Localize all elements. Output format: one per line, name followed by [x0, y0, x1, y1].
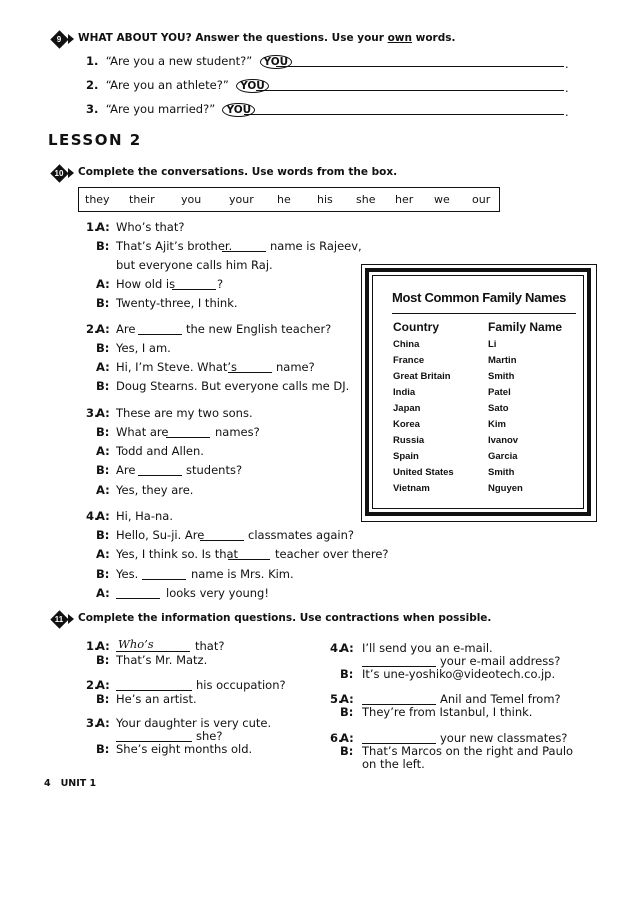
country-cell: Spain — [393, 451, 419, 462]
blank[interactable] — [138, 334, 182, 335]
name-cell: Martin — [488, 355, 517, 366]
speaker-label: B: — [96, 296, 110, 310]
blank[interactable] — [166, 437, 210, 438]
page-number: 4 — [44, 778, 51, 789]
q4-number: 4. — [330, 641, 343, 655]
exercise-10-arrow-icon — [68, 168, 74, 178]
convo-line: Are — [116, 322, 136, 336]
speaker-label: A: — [96, 509, 110, 523]
country-cell: France — [393, 355, 425, 366]
convo-line: looks very young! — [166, 586, 269, 600]
speaker-label: B: — [96, 379, 110, 393]
convo-line: name? — [276, 360, 315, 374]
circled-you: YOU — [222, 103, 255, 117]
convo-line: name is Rajeev, — [270, 239, 362, 253]
speaker-label: A: — [96, 322, 110, 336]
word: your — [229, 193, 254, 206]
convo-line: Yes. — [116, 567, 139, 581]
convo-line: Yes, they are. — [116, 483, 194, 497]
country-cell: Vietnam — [393, 483, 430, 494]
speaker-label: A: — [96, 586, 110, 600]
name-cell: Garcia — [488, 451, 518, 462]
blank[interactable] — [138, 475, 182, 476]
word: he — [277, 193, 291, 206]
question-line: she? — [196, 729, 223, 743]
convo-line: Yes, I am. — [116, 341, 171, 355]
country-cell: Russia — [393, 435, 425, 446]
speaker-label: B: — [96, 692, 110, 706]
name-cell: Ivanov — [488, 435, 519, 446]
handwritten-answer: Who’s — [118, 637, 154, 651]
exercise-11-arrow-icon — [68, 614, 74, 624]
country-cell: China — [393, 339, 420, 350]
answer-line: They’re from Istanbul, I think. — [362, 705, 533, 719]
q1-number: 1. — [86, 639, 99, 653]
question-line: your new classmates? — [440, 731, 568, 745]
convo-line: How old is — [116, 277, 176, 291]
speaker-label: A: — [96, 639, 110, 653]
speaker-label: B: — [340, 667, 354, 681]
lesson-title: LESSON 2 — [48, 131, 142, 149]
question-line: that? — [195, 639, 225, 653]
speaker-label: B: — [96, 653, 110, 667]
ex9-item-1: 1. “Are you a new student?” YOU — [86, 54, 292, 69]
convo-line: Todd and Allen. — [116, 444, 204, 458]
ex9-item-3: 3. “Are you married?” YOU — [86, 102, 255, 117]
speaker-label: B: — [96, 528, 110, 542]
exercise-10-badge: 10 — [50, 164, 68, 182]
blank[interactable] — [228, 559, 270, 560]
convo-line: Are — [116, 463, 136, 477]
blank[interactable] — [116, 651, 190, 652]
answer-line: He’s an artist. — [116, 692, 197, 706]
q5-number: 5. — [330, 692, 343, 706]
word: his — [317, 193, 333, 206]
name-cell: Smith — [488, 371, 515, 382]
answer-line: That’s Marcos on the right and Paulo — [362, 744, 574, 758]
period: . — [565, 57, 569, 71]
speaker-label: A: — [96, 220, 110, 234]
convo-line: Hi, I’m Steve. What’s — [116, 360, 237, 374]
convo-line: teacher over there? — [275, 547, 389, 561]
speaker-label: B: — [340, 744, 354, 758]
column-header-family-name: Family Name — [488, 320, 563, 334]
page-footer — [44, 778, 96, 789]
answer-line: on the left. — [362, 757, 425, 771]
convo-line: Hi, Ha-na. — [116, 509, 173, 523]
blank[interactable] — [116, 598, 160, 599]
speaker-label: B: — [340, 705, 354, 719]
answer-line: She’s eight months old. — [116, 742, 253, 756]
convo-line: but everyone calls him Raj. — [116, 258, 273, 272]
speaker-label: A: — [96, 444, 110, 458]
convo-line: name is Mrs. Kim. — [191, 567, 294, 581]
speaker-label: A: — [340, 731, 354, 745]
circled-you: YOU — [236, 79, 269, 93]
blank[interactable] — [142, 579, 186, 580]
blank[interactable] — [172, 289, 216, 290]
word: we — [434, 193, 450, 206]
convo-line: classmates again? — [248, 528, 355, 542]
speaker-label: A: — [96, 277, 110, 291]
convo-line: ? — [217, 277, 224, 291]
speaker-label: A: — [96, 716, 110, 730]
convo-line: Who’s that? — [116, 220, 185, 234]
answer-line[interactable] — [276, 66, 564, 67]
speaker-label: B: — [96, 567, 110, 581]
q2-number: 2. — [86, 678, 99, 692]
convo-line: the new English teacher? — [186, 322, 332, 336]
country-cell: Great Britain — [393, 371, 451, 382]
name-cell: Smith — [488, 467, 515, 478]
convo-line: What are — [116, 425, 169, 439]
question-line: Your daughter is very cute. — [116, 716, 272, 730]
convo-line: That’s Ajit’s brother. — [116, 239, 233, 253]
speaker-label: A: — [96, 547, 110, 561]
blank[interactable] — [116, 690, 192, 691]
word: our — [472, 193, 491, 206]
speaker-label: B: — [96, 239, 110, 253]
answer-line: It’s une-yoshiko@videotech.co.jp. — [362, 667, 556, 681]
name-cell: Patel — [488, 387, 511, 398]
convo-4-number: 4. — [86, 509, 99, 523]
exercise-11-badge: 11 — [50, 610, 68, 628]
name-cell: Sato — [488, 403, 509, 414]
question-line: his occupation? — [196, 678, 286, 692]
name-cell: Nguyen — [488, 483, 523, 494]
q6-number: 6. — [330, 731, 343, 745]
ex9-item-2: 2. “Are you an athlete?” YOU — [86, 78, 269, 93]
speaker-label: A: — [340, 692, 354, 706]
convo-1-number: 1. — [86, 220, 99, 234]
family-box-divider — [392, 313, 576, 314]
exercise-9-badge: 9 — [50, 30, 68, 48]
q3-number: 3. — [86, 716, 99, 730]
word: you — [181, 193, 202, 206]
convo-line: These are my two sons. — [116, 406, 253, 420]
exercise-9-instruction: WHAT ABOUT YOU? Answer the questions. Use your own words. — [78, 32, 456, 44]
name-cell: Li — [488, 339, 497, 350]
convo-line: Yes, I think so. Is that — [116, 547, 239, 561]
answer-line[interactable] — [244, 114, 564, 115]
country-cell: United States — [393, 467, 454, 478]
convo-line: names? — [215, 425, 260, 439]
convo-line: Doug Stearns. But everyone calls me DJ. — [116, 379, 350, 393]
speaker-label: A: — [96, 406, 110, 420]
country-cell: India — [393, 387, 416, 398]
convo-line: Hello, Su-ji. Are — [116, 528, 205, 542]
blank[interactable] — [228, 372, 272, 373]
circled-you: YOU — [260, 55, 293, 69]
period: . — [565, 81, 569, 95]
exercise-9-arrow-icon — [68, 34, 74, 44]
speaker-label: A: — [96, 678, 110, 692]
convo-2-number: 2. — [86, 322, 99, 336]
column-header-country: Country — [393, 320, 439, 334]
question-line: I’ll send you an e-mail. — [362, 641, 493, 655]
question-line: your e-mail address? — [440, 654, 561, 668]
speaker-label: B: — [96, 425, 110, 439]
convo-line: Twenty-three, I think. — [116, 296, 238, 310]
name-cell: Kim — [488, 419, 506, 430]
speaker-label: A: — [96, 360, 110, 374]
convo-line: students? — [186, 463, 243, 477]
word: their — [129, 193, 155, 206]
blank[interactable] — [222, 251, 266, 252]
speaker-label: B: — [96, 742, 110, 756]
unit-label: UNIT 1 — [60, 778, 97, 789]
word-box — [78, 187, 500, 212]
convo-3-number: 3. — [86, 406, 99, 420]
country-cell: Japan — [393, 403, 421, 414]
speaker-label: B: — [96, 341, 110, 355]
word: they — [85, 193, 110, 206]
speaker-label: A: — [96, 483, 110, 497]
word: her — [395, 193, 414, 206]
speaker-label: A: — [340, 641, 354, 655]
blank[interactable] — [200, 540, 244, 541]
country-cell: Korea — [393, 419, 420, 430]
speaker-label: B: — [96, 463, 110, 477]
question-line: Anil and Temel from? — [440, 692, 561, 706]
period: . — [565, 105, 569, 119]
answer-line: That’s Mr. Matz. — [116, 653, 208, 667]
answer-line[interactable] — [256, 90, 564, 91]
family-box-title: Most Common Family Names — [392, 290, 567, 305]
exercise-11-instruction: Complete the information questions. Use contractions when possible. — [78, 612, 492, 624]
exercise-10-instruction: Complete the conversations. Use words from the box. — [78, 166, 398, 178]
word: she — [356, 193, 376, 206]
